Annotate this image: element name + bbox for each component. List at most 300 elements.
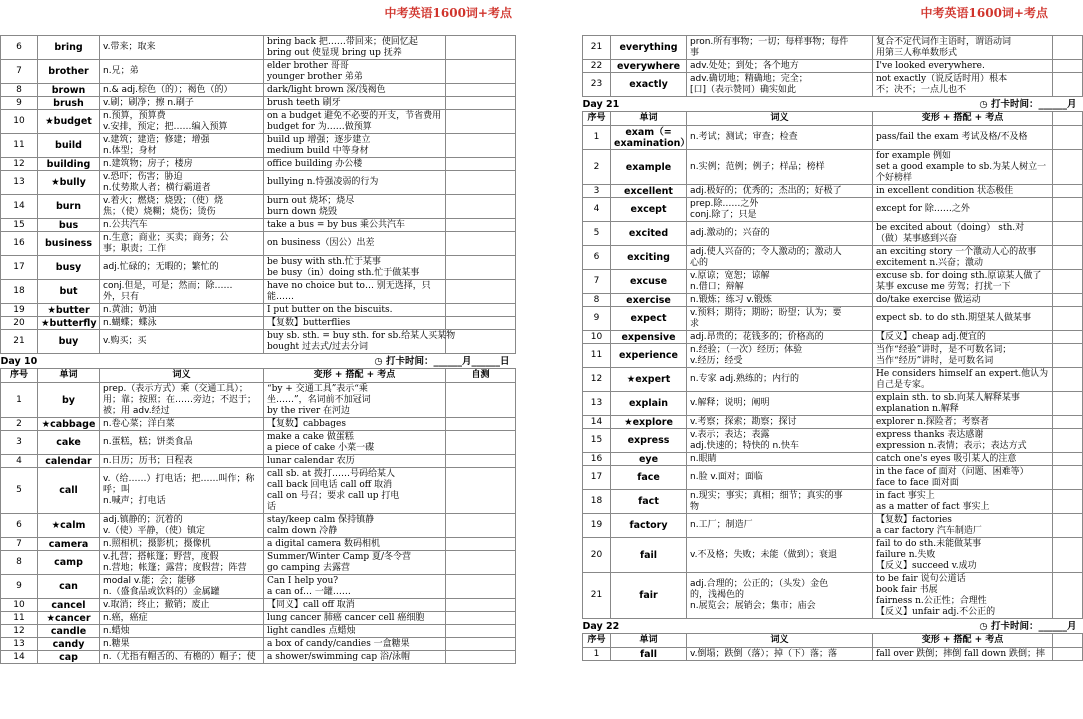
meaning-cell	[100, 383, 264, 418]
self-test-cell[interactable]	[1053, 246, 1083, 270]
self-test-cell[interactable]	[1053, 429, 1083, 453]
self-test-cell[interactable]	[446, 60, 516, 84]
row-number: 8	[1, 551, 38, 575]
phrase-line: light candles 点蜡烛	[267, 625, 356, 636]
meaning-line: n.& adj.棕色（的）；褐色（的）	[103, 84, 233, 95]
meaning-line: n.（尤指有帽舌的、有檐的）帽子；使	[103, 651, 256, 662]
phrase-cell	[264, 36, 446, 60]
row-number: 21	[1, 330, 38, 354]
meaning-line: v.（使）平静，（使）镇定	[103, 525, 205, 536]
word-cell	[38, 612, 100, 625]
phrase-line: 【同义】call off 取消	[267, 599, 355, 610]
self-test-cell[interactable]	[446, 551, 516, 575]
phrase-line: explorer n.探险者；考察者	[876, 416, 989, 427]
word-text: face	[637, 472, 660, 483]
phrase-line: excitement n.兴奋；激动	[876, 257, 984, 268]
word-text: bring	[54, 42, 83, 53]
row-number: 11	[1, 134, 38, 158]
word-text: except	[630, 204, 667, 215]
phrase-cell	[873, 60, 1053, 73]
phrase-line: 某事 excuse me 劳驾；打扰一下	[876, 281, 1011, 292]
word-cell	[38, 651, 100, 664]
phrase-line: bring out 使显现 bring up 抚养	[267, 47, 402, 58]
phrase-cell	[873, 150, 1053, 185]
word-cell	[38, 97, 100, 110]
phrase-line: set a good example to sb.为某人树立一	[876, 161, 1047, 172]
phrase-cell	[264, 599, 446, 612]
word-cell	[38, 551, 100, 575]
meaning-line: n.癌，癌症	[103, 612, 148, 623]
meaning-cell	[687, 453, 873, 466]
phrase-line: 自己是专家。	[876, 379, 931, 390]
meaning-line: n.生意；商业；买卖；商务；公	[103, 232, 229, 243]
meaning-cell	[687, 150, 873, 185]
meaning-line: 物	[690, 501, 700, 512]
self-test-cell[interactable]	[1053, 270, 1083, 294]
table-row	[1, 514, 516, 538]
meaning-cell	[687, 466, 873, 490]
phrase-cell	[264, 455, 446, 468]
word-cell	[38, 599, 100, 612]
meaning-cell	[100, 455, 264, 468]
self-test-cell[interactable]	[446, 383, 516, 418]
phrase-line: call sb. at 拨打……号码给某人	[267, 468, 395, 479]
meaning-line: adj.镇静的；沉着的	[103, 514, 183, 525]
word-text: eye	[638, 453, 659, 465]
phrase-line: （做）某事感到兴奋	[876, 233, 958, 244]
phrase-line: call back 回电话 call off 取消	[267, 479, 393, 490]
table-row	[583, 368, 1083, 392]
self-test-cell[interactable]	[446, 599, 516, 612]
self-test-cell[interactable]	[446, 280, 516, 304]
word-text: examination）	[614, 137, 690, 149]
phrase-line: fall over 跌倒；摔倒 fall down 跌倒；摔	[876, 648, 1046, 659]
row-number: 6	[1, 514, 38, 538]
self-test-cell[interactable]	[446, 575, 516, 599]
meaning-line: adv.确切地；精确地；完全；	[690, 73, 808, 84]
phrase-line: dark/light brown 深/浅褐色	[267, 84, 386, 95]
meaning-line: v.倒塌；跌倒（落）；掉（下）落；落	[690, 648, 837, 659]
self-test-cell[interactable]	[1053, 453, 1083, 466]
phrase-line: 【反义】succeed v.成功	[876, 560, 977, 571]
self-test-cell[interactable]	[446, 651, 516, 664]
column-header-meaning: 词义	[687, 634, 873, 648]
phrase-cell	[264, 538, 446, 551]
meaning-cell	[687, 222, 873, 246]
word-cell	[38, 134, 100, 158]
self-test-cell[interactable]	[446, 232, 516, 256]
table-row	[1, 232, 516, 256]
word-cell	[38, 195, 100, 219]
row-number: 9	[583, 307, 611, 331]
phrase-cell	[873, 270, 1053, 294]
phrase-cell	[873, 331, 1053, 344]
phrase-line: 当作“经历”讲时，是可数名词	[876, 355, 994, 366]
phrase-line: expression n.表情；表示；表达方式	[876, 440, 1027, 451]
phrase-line: a shower/swimming cap 浴/泳帽	[267, 651, 411, 662]
phrase-cell	[873, 198, 1053, 222]
day-label: Day 21	[582, 98, 620, 110]
self-test-cell[interactable]	[446, 219, 516, 232]
meaning-cell	[687, 60, 873, 73]
word-cell	[611, 222, 687, 246]
self-test-cell[interactable]	[1053, 307, 1083, 331]
meaning-line: n.实例；范例；例子；样品；榜样	[690, 161, 825, 172]
meaning-cell	[687, 429, 873, 453]
meaning-line: 呼；叫	[103, 485, 131, 495]
day-row	[583, 97, 1083, 112]
phrase-line: be busy with sth.忙于某事	[267, 256, 381, 267]
word-text: cap	[59, 651, 78, 663]
meaning-cell	[100, 468, 264, 514]
word-text: call	[59, 485, 78, 496]
word-text: burn	[55, 201, 81, 212]
row-number: 20	[583, 538, 611, 573]
phrase-line: I've looked everywhere.	[876, 60, 985, 71]
row-number: 15	[1, 219, 38, 232]
meaning-line: n.（盛食品或饮料的）金属罐	[103, 586, 220, 597]
phrase-cell	[264, 232, 446, 256]
column-header-word: 单词	[611, 634, 687, 648]
meaning-cell	[687, 648, 873, 661]
table-row	[1, 575, 516, 599]
word-text: exam（=	[625, 126, 672, 138]
meaning-cell	[687, 573, 873, 619]
meaning-line: n.仗势欺人者；横行霸道者	[103, 182, 211, 193]
self-test-cell[interactable]	[446, 538, 516, 551]
column-header-self	[1053, 112, 1083, 126]
self-test-cell[interactable]	[446, 317, 516, 330]
word-cell	[38, 171, 100, 195]
meaning-line: v.解释；说明；阐明	[690, 398, 770, 408]
row-number: 21	[583, 36, 611, 60]
table-row	[1, 110, 516, 134]
word-cell	[611, 185, 687, 198]
self-test-cell[interactable]	[1053, 573, 1083, 619]
self-test-cell[interactable]	[446, 84, 516, 97]
word-text: ★expert	[626, 374, 671, 385]
vocab-table-left	[0, 35, 516, 664]
word-cell	[38, 219, 100, 232]
self-test-cell[interactable]	[446, 638, 516, 651]
table-row	[583, 514, 1083, 538]
meaning-line: v.购买；买	[103, 336, 147, 346]
day-label: Day 10	[0, 355, 38, 367]
word-cell	[611, 466, 687, 490]
phrase-cell	[873, 246, 1053, 270]
word-text: expect	[630, 313, 667, 324]
phrase-line: fairness n.公正性；合理性	[876, 595, 987, 606]
table-row	[583, 573, 1083, 619]
meaning-line: 被；用 adv.经过	[103, 405, 170, 416]
row-number: 13	[583, 392, 611, 416]
self-test-cell[interactable]	[446, 330, 516, 354]
meaning-line: n.营地；帐篷；露营；度假营；阵营	[103, 562, 247, 573]
row-number: 13	[1, 638, 38, 651]
phrase-line: book fair 书展	[876, 584, 938, 595]
right-page	[528, 0, 1077, 719]
phrase-cell	[873, 573, 1053, 619]
phrase-cell	[873, 416, 1053, 429]
self-test-cell[interactable]	[446, 418, 516, 431]
table-row	[1, 599, 516, 612]
meaning-line: v.不及格；失败；未能（做到）；衰退	[690, 549, 837, 560]
table-row	[1, 612, 516, 625]
row-number: 8	[583, 294, 611, 307]
phrase-line: 不；决不；一点儿也不	[876, 84, 967, 95]
self-test-cell[interactable]	[446, 625, 516, 638]
self-test-cell[interactable]	[446, 36, 516, 60]
column-header-meaning: 词义	[100, 369, 264, 383]
meaning-cell	[687, 368, 873, 392]
self-test-cell[interactable]	[1053, 198, 1083, 222]
word-text: express	[627, 435, 670, 446]
self-test-cell[interactable]	[446, 256, 516, 280]
phrase-line: take a bus = by bus 乘公共汽车	[267, 219, 406, 230]
phrase-cell	[264, 383, 446, 418]
self-test-cell[interactable]	[446, 612, 516, 625]
word-cell	[611, 36, 687, 60]
phrase-cell	[264, 330, 456, 354]
meaning-line: v.建筑；建造；修建；增强	[103, 134, 210, 145]
self-test-cell[interactable]	[1053, 60, 1083, 73]
table-row	[583, 185, 1083, 198]
phrase-cell	[873, 648, 1053, 661]
self-test-cell[interactable]	[446, 195, 516, 219]
meaning-cell	[687, 392, 873, 416]
meaning-cell	[100, 171, 264, 195]
word-cell	[38, 418, 100, 431]
meaning-cell	[100, 317, 264, 330]
phrase-cell	[873, 429, 1053, 453]
self-test-cell[interactable]	[446, 97, 516, 110]
phrase-line: in the face of 面对（问题、困难等）	[876, 466, 1029, 477]
row-number: 4	[1, 455, 38, 468]
word-cell	[611, 429, 687, 453]
word-cell	[611, 573, 687, 619]
word-cell	[38, 431, 100, 455]
meaning-line: n.经验；（一次）经历；体验	[690, 344, 803, 355]
meaning-line: n.展览会；展销会；集市；庙会	[690, 601, 816, 611]
phrase-line: medium build 中等身材	[267, 145, 369, 156]
table-row	[1, 280, 516, 304]
table-row	[1, 36, 516, 60]
meaning-line: v.扎营；搭帐篷；野营，度假	[103, 551, 219, 562]
row-number: 18	[583, 490, 611, 514]
table-row	[583, 294, 1083, 307]
meaning-line: adj.快速的；特快的 n.快车	[690, 440, 800, 451]
row-number: 5	[1, 468, 38, 514]
meaning-cell	[100, 280, 264, 304]
phrase-cell	[873, 36, 1053, 60]
meaning-line: n.眼睛	[690, 453, 717, 464]
meaning-line: n.专家 adj.熟练的；内行的	[690, 374, 800, 384]
table-row	[1, 468, 516, 514]
self-test-cell[interactable]	[446, 304, 516, 317]
phrase-cell	[264, 625, 446, 638]
table-header	[583, 634, 1083, 648]
meaning-line: v.（给……）打电话；把……叫作；称	[103, 474, 255, 484]
self-test-cell[interactable]	[1053, 368, 1083, 392]
self-test-cell[interactable]	[1053, 392, 1083, 416]
left-page	[0, 0, 520, 719]
meaning-cell	[100, 638, 264, 651]
row-number: 1	[583, 648, 611, 661]
self-test-cell[interactable]	[1053, 514, 1083, 538]
phrase-line: pass/fail the exam 考试及格/不及格	[876, 132, 1028, 142]
meaning-line: n.工厂；制造厂	[690, 520, 753, 530]
self-test-cell[interactable]	[446, 455, 516, 468]
meaning-line: 用；靠；按照；在……旁边；不迟于；	[103, 394, 257, 405]
self-test-cell[interactable]	[1053, 416, 1083, 429]
table-row	[583, 648, 1083, 661]
row-number: 16	[583, 453, 611, 466]
phrase-line: “by + 交通工具”表示“乘	[267, 383, 368, 394]
phrase-line: buy sb. sth. = buy sth. for sb.给某人买某物	[267, 330, 456, 341]
word-cell	[38, 36, 100, 60]
row-number: 14	[583, 416, 611, 429]
word-text: excited	[628, 228, 669, 239]
self-test-cell[interactable]	[1053, 648, 1083, 661]
table-row	[1, 317, 516, 330]
phrase-line: brush teeth 刷牙	[267, 97, 341, 108]
meaning-line: n.体型；身材	[103, 145, 157, 156]
table-row	[1, 551, 516, 575]
table-row	[1, 219, 516, 232]
table-row	[583, 270, 1083, 294]
phrase-line: failure n.失败	[876, 549, 936, 560]
word-text: candy	[52, 638, 85, 650]
table-row	[1, 651, 516, 664]
meaning-line: n.喊声；打电话	[103, 496, 166, 506]
self-test-cell[interactable]	[446, 514, 516, 538]
row-number: 1	[583, 126, 611, 150]
word-text: build	[55, 140, 82, 151]
meaning-cell	[687, 344, 873, 368]
phrase-line: a piece of cake 小菜一碟	[267, 442, 375, 453]
word-cell	[38, 383, 100, 418]
column-header-word: 单词	[611, 112, 687, 126]
word-text: fail	[639, 549, 658, 561]
self-test-cell[interactable]	[1053, 344, 1083, 368]
phrase-line: bullying n.恃强凌弱的行为	[267, 177, 379, 187]
word-text: ★cancer	[46, 612, 91, 624]
self-test-cell[interactable]	[446, 158, 516, 171]
phrase-line: explain sth. to sb.向某人解释某事	[876, 392, 1020, 403]
meaning-cell	[100, 625, 264, 638]
phrase-line: Can I help you?	[267, 575, 339, 586]
self-test-cell[interactable]	[446, 171, 516, 195]
table-row	[1, 256, 516, 280]
word-text: business	[45, 238, 92, 249]
meaning-line: v.取消；终止；撤销；废止	[103, 599, 210, 610]
word-cell	[38, 455, 100, 468]
word-cell	[611, 307, 687, 331]
phrase-line: for example 例如	[876, 150, 952, 161]
self-test-cell[interactable]	[1053, 538, 1083, 573]
row-number: 4	[583, 198, 611, 222]
word-text: camera	[48, 538, 89, 550]
phrase-line: a can of… 一罐……	[267, 586, 351, 597]
meaning-line: 事	[690, 47, 700, 58]
column-header-phrase: 变形 + 搭配 + 考点	[873, 112, 1053, 126]
word-text: cancel	[51, 599, 86, 611]
meaning-line: adv.处处；到处；各个地方	[690, 60, 799, 71]
phrase-line: fail to do sth.未能做某事	[876, 538, 982, 549]
self-test-cell[interactable]	[1053, 222, 1083, 246]
meaning-cell	[100, 538, 264, 551]
self-test-cell[interactable]	[1053, 490, 1083, 514]
word-cell	[38, 514, 100, 538]
meaning-line: n.兄；弟	[103, 66, 139, 76]
phrase-line: bought 过去式/过去分词	[267, 341, 369, 352]
checkin-time: ◷ 打卡时间：______月______日	[374, 355, 510, 367]
self-test-cell[interactable]	[446, 468, 516, 514]
word-text: ★bully	[51, 177, 86, 188]
row-number: 2	[583, 150, 611, 185]
self-test-cell[interactable]	[1053, 331, 1083, 344]
self-test-cell[interactable]	[446, 134, 516, 158]
phrase-line: catch one's eyes 吸引某人的注意	[876, 453, 1017, 464]
table-row	[583, 466, 1083, 490]
self-test-cell[interactable]	[1053, 466, 1083, 490]
row-number: 19	[1, 304, 38, 317]
table-row	[583, 307, 1083, 331]
self-test-cell[interactable]	[1053, 126, 1083, 150]
phrase-line: by the river 在河边	[267, 405, 351, 416]
table-row	[583, 126, 1083, 150]
phrase-line: on business（因公）出差	[267, 238, 375, 248]
word-text: everything	[619, 42, 678, 53]
self-test-cell[interactable]	[1053, 73, 1083, 97]
self-test-cell[interactable]	[1053, 150, 1083, 185]
word-cell	[611, 331, 687, 344]
meaning-line: n.蛋糕，糕；饼类食品	[103, 437, 193, 447]
table-row	[1, 455, 516, 468]
self-test-cell[interactable]	[446, 431, 516, 455]
word-text: ★butterfly	[41, 317, 97, 329]
self-test-cell[interactable]	[1053, 36, 1083, 60]
meaning-cell	[100, 651, 264, 664]
word-text: busy	[55, 262, 82, 273]
meaning-line: v.经历；经受	[690, 355, 743, 366]
self-test-cell[interactable]	[1053, 185, 1083, 198]
word-text: can	[59, 581, 78, 592]
meaning-cell	[687, 307, 873, 331]
self-test-cell[interactable]	[1053, 294, 1083, 307]
vocab-table-right	[582, 35, 1083, 661]
row-number: 6	[1, 36, 38, 60]
self-test-cell[interactable]	[446, 110, 516, 134]
column-header-self: 自测	[446, 369, 516, 383]
table-row	[583, 453, 1083, 466]
phrase-cell	[264, 219, 446, 232]
table-row	[583, 392, 1083, 416]
row-number: 12	[1, 625, 38, 638]
word-cell	[38, 232, 100, 256]
table-row	[1, 625, 516, 638]
word-cell	[38, 575, 100, 599]
table-row	[583, 73, 1083, 97]
phrase-line: a box of candy/candies 一盒糖果	[267, 638, 410, 649]
row-number: 8	[1, 84, 38, 97]
word-cell	[611, 198, 687, 222]
meaning-cell	[687, 126, 873, 150]
meaning-line: prep.（表示方式）乘（交通工具）；	[103, 383, 248, 394]
phrase-cell	[873, 490, 1053, 514]
word-text: brush	[53, 97, 84, 109]
row-number: 22	[583, 60, 611, 73]
